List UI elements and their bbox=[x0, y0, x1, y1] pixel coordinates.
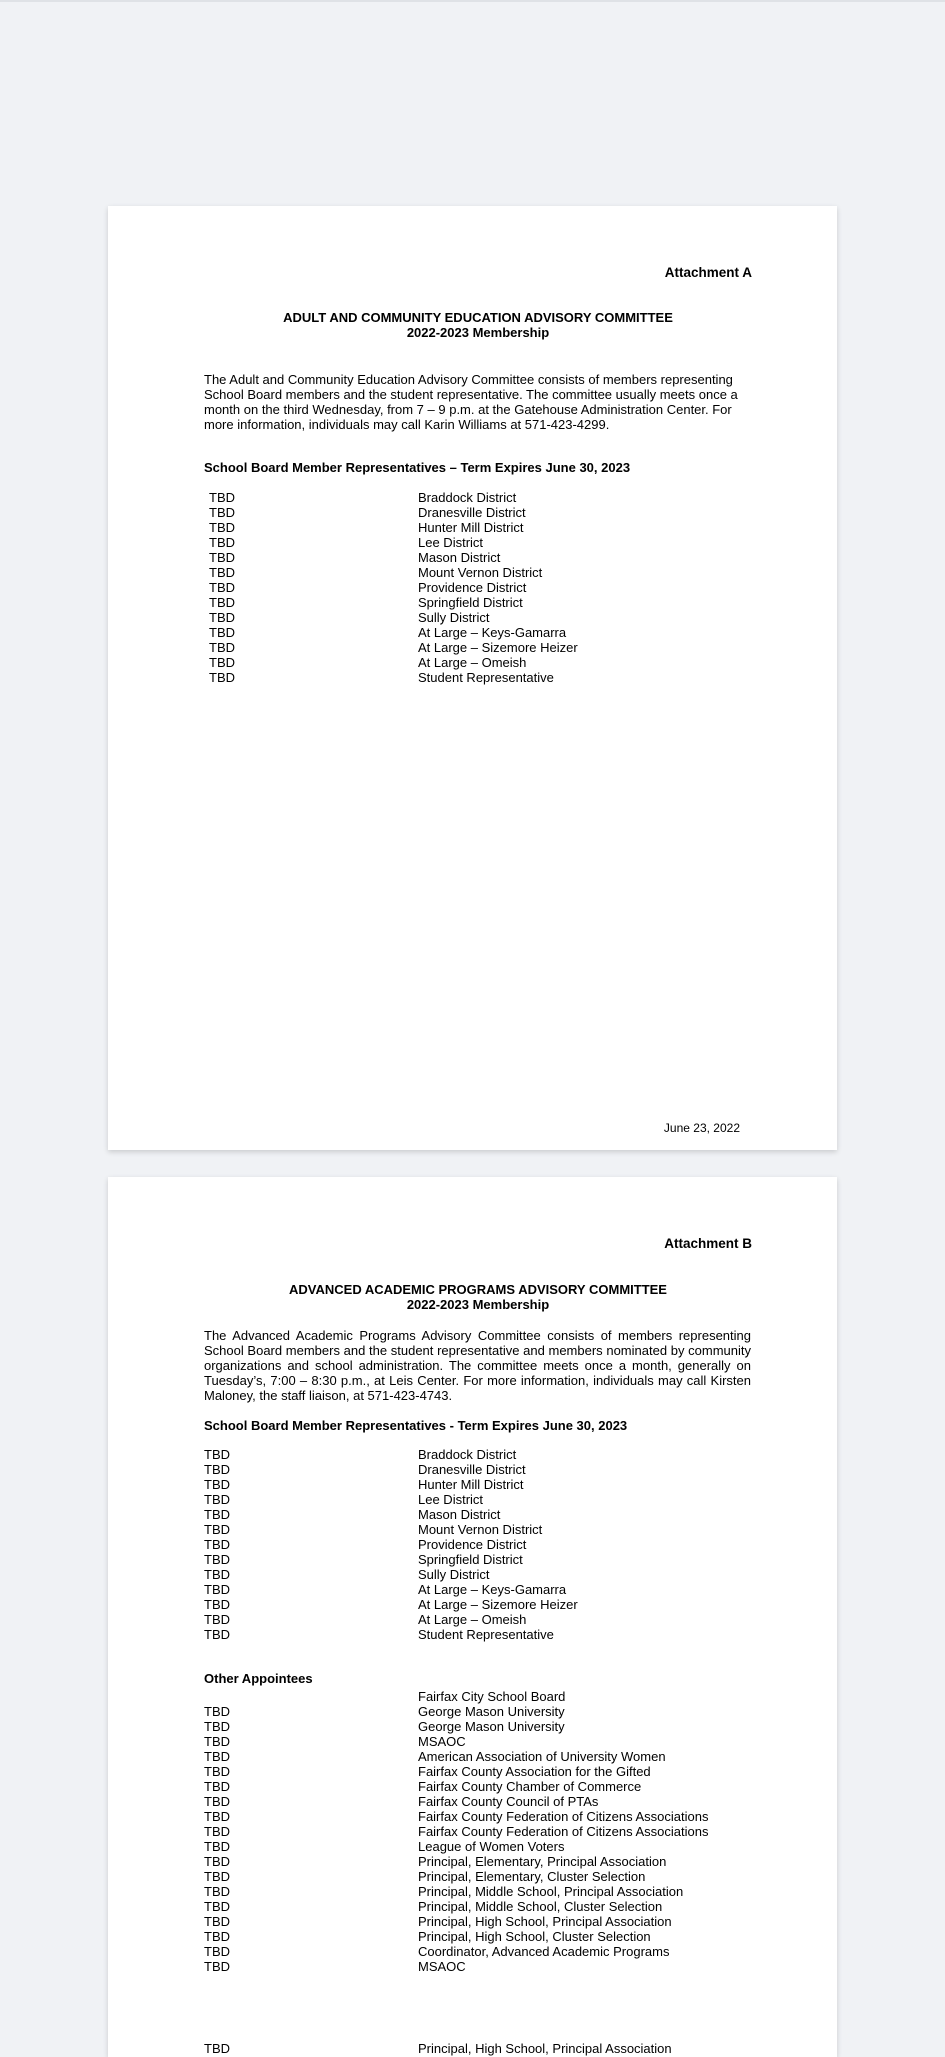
member-name: TBD bbox=[204, 1764, 230, 1779]
member-list bbox=[204, 490, 752, 685]
member-name: TBD bbox=[204, 1749, 230, 1764]
list-row bbox=[204, 1824, 752, 1839]
member-name: TBD bbox=[204, 1944, 230, 1959]
member-name: TBD bbox=[204, 1779, 230, 1794]
committee-title bbox=[204, 310, 752, 340]
member-seat: Principal, Middle School, Cluster Selection bbox=[418, 1899, 663, 1914]
member-seat: League of Women Voters bbox=[418, 1839, 565, 1854]
list-row bbox=[204, 1462, 752, 1477]
list-row bbox=[204, 1477, 752, 1492]
viewer-top-bar bbox=[0, 0, 945, 2]
list-row bbox=[204, 1582, 752, 1597]
member-name: TBD bbox=[204, 1869, 230, 1884]
committee-title bbox=[204, 1282, 752, 1312]
member-name: TBD bbox=[204, 1552, 230, 1567]
member-seat: At Large – Omeish bbox=[418, 1612, 527, 1627]
attachment-label: Attachment A bbox=[664, 265, 752, 280]
member-seat: MSAOC bbox=[418, 1734, 466, 1749]
member-name: TBD bbox=[209, 535, 235, 550]
member-seat: Sully District bbox=[418, 610, 490, 625]
member-name: TBD bbox=[204, 1477, 230, 1492]
list-row bbox=[204, 1899, 752, 1914]
list-row bbox=[204, 1809, 752, 1824]
list-row bbox=[204, 1854, 752, 1869]
list-row bbox=[204, 1597, 752, 1612]
member-seat: Fairfax County Chamber of Commerce bbox=[418, 1779, 642, 1794]
member-seat: Principal, Elementary, Cluster Selection bbox=[418, 1869, 646, 1884]
list-row bbox=[204, 550, 752, 565]
member-name: TBD bbox=[209, 520, 235, 535]
member-name: TBD bbox=[209, 640, 235, 655]
member-name: TBD bbox=[204, 1839, 230, 1854]
member-name: TBD bbox=[209, 670, 235, 685]
member-seat: Springfield District bbox=[418, 1552, 523, 1567]
list-row bbox=[204, 1627, 752, 1642]
member-seat: At Large – Sizemore Heizer bbox=[418, 640, 578, 655]
member-seat: Mason District bbox=[418, 1507, 501, 1522]
member-seat: Fairfax City School Board bbox=[418, 1689, 566, 1704]
member-seat: Principal, High School, Principal Association bbox=[418, 1914, 672, 1929]
list-row bbox=[204, 1552, 752, 1567]
member-name: TBD bbox=[209, 550, 235, 565]
list-row bbox=[204, 505, 752, 520]
member-name: TBD bbox=[204, 1824, 230, 1839]
member-name: TBD bbox=[204, 1704, 230, 1719]
other-appointees-list bbox=[204, 1689, 752, 1974]
member-seat: At Large – Keys-Gamarra bbox=[418, 625, 567, 640]
member-seat: Student Representative bbox=[418, 1627, 554, 1642]
list-row bbox=[204, 655, 752, 670]
member-name: TBD bbox=[204, 1582, 230, 1597]
member-seat: Sully District bbox=[418, 1567, 490, 1582]
list-row bbox=[204, 520, 752, 535]
list-row bbox=[204, 1734, 752, 1749]
list-row bbox=[204, 1537, 752, 1552]
member-name: TBD bbox=[204, 2041, 230, 2056]
member-seat: Mount Vernon District bbox=[418, 1522, 543, 1537]
continued-list bbox=[204, 2041, 752, 2056]
member-name: TBD bbox=[204, 1854, 230, 1869]
list-row bbox=[204, 1794, 752, 1809]
member-name: TBD bbox=[204, 1794, 230, 1809]
member-seat: Fairfax County Association for the Gifted bbox=[418, 1764, 651, 1779]
list-row bbox=[204, 595, 752, 610]
member-seat: MSAOC bbox=[418, 1959, 466, 1974]
member-seat: George Mason University bbox=[418, 1719, 565, 1734]
member-seat: Principal, Elementary, Principal Association bbox=[418, 1854, 667, 1869]
member-name: TBD bbox=[204, 1567, 230, 1582]
list-row bbox=[204, 1612, 752, 1627]
member-name: TBD bbox=[209, 595, 235, 610]
member-name: TBD bbox=[204, 1884, 230, 1899]
member-seat: Student Representative bbox=[418, 670, 554, 685]
list-row bbox=[204, 1869, 752, 1884]
member-seat: Providence District bbox=[418, 580, 527, 595]
member-name: TBD bbox=[204, 1507, 230, 1522]
member-seat: Fairfax County Council of PTAs bbox=[418, 1794, 599, 1809]
committee-title-line2: 2022-2023 Membership bbox=[406, 325, 550, 340]
member-seat: Mason District bbox=[418, 550, 501, 565]
member-seat: Fairfax County Federation of Citizens Associations bbox=[418, 1809, 709, 1824]
member-seat: Fairfax County Federation of Citizens Associations bbox=[418, 1824, 709, 1839]
member-seat: Braddock District bbox=[418, 1447, 517, 1462]
list-row bbox=[204, 1567, 752, 1582]
member-seat: Dranesville District bbox=[418, 1462, 526, 1477]
committee-title-line2: 2022-2023 Membership bbox=[406, 1297, 550, 1312]
list-row bbox=[204, 1749, 752, 1764]
committee-title-line1: ADVANCED ACADEMIC PROGRAMS ADVISORY COMMITTEE bbox=[289, 1282, 667, 1297]
list-row bbox=[204, 1839, 752, 1854]
member-seat: At Large – Keys-Gamarra bbox=[418, 1582, 567, 1597]
member-list bbox=[204, 1447, 752, 1642]
member-name: TBD bbox=[209, 580, 235, 595]
member-seat: Principal, High School, Principal Association bbox=[418, 2041, 672, 2056]
list-row bbox=[204, 670, 752, 685]
member-name: TBD bbox=[209, 655, 235, 670]
member-seat: Mount Vernon District bbox=[418, 565, 543, 580]
member-seat: Lee District bbox=[418, 1492, 484, 1507]
section-heading-other-appointees: Other Appointees bbox=[204, 1671, 313, 1686]
member-name: TBD bbox=[204, 1627, 230, 1642]
document-date: June 23, 2022 bbox=[663, 1121, 740, 1135]
list-row bbox=[204, 565, 752, 580]
list-row bbox=[204, 1914, 752, 1929]
member-name: TBD bbox=[209, 565, 235, 580]
member-name: TBD bbox=[209, 625, 235, 640]
member-name: TBD bbox=[204, 1929, 230, 1944]
member-seat: Springfield District bbox=[418, 595, 523, 610]
member-name: TBD bbox=[204, 1462, 230, 1477]
list-row bbox=[204, 1929, 752, 1944]
member-name: TBD bbox=[204, 1719, 230, 1734]
list-row bbox=[204, 1884, 752, 1899]
list-row bbox=[204, 625, 752, 640]
list-row bbox=[204, 535, 752, 550]
list-row bbox=[204, 580, 752, 595]
member-name: TBD bbox=[209, 505, 235, 520]
member-seat: American Association of University Women bbox=[418, 1749, 666, 1764]
member-seat: George Mason University bbox=[418, 1704, 565, 1719]
section-heading-school-board: School Board Member Representatives - Term Expires June 30, 2023 bbox=[204, 1418, 628, 1433]
member-name: TBD bbox=[204, 1734, 230, 1749]
list-row bbox=[204, 1447, 752, 1462]
list-row bbox=[204, 640, 752, 655]
member-seat: Dranesville District bbox=[418, 505, 526, 520]
committee-title-line1: ADULT AND COMMUNITY EDUCATION ADVISORY COMMITTEE bbox=[283, 310, 673, 325]
list-row bbox=[204, 2041, 752, 2056]
member-name: TBD bbox=[204, 1914, 230, 1929]
list-row bbox=[204, 1944, 752, 1959]
member-name: TBD bbox=[204, 1447, 230, 1462]
list-row bbox=[204, 1779, 752, 1794]
member-name: TBD bbox=[204, 1522, 230, 1537]
list-row bbox=[204, 1689, 752, 1704]
member-seat: Hunter Mill District bbox=[418, 520, 524, 535]
list-row bbox=[204, 1522, 752, 1537]
member-seat: Lee District bbox=[418, 535, 484, 550]
member-seat: Providence District bbox=[418, 1537, 527, 1552]
committee-intro-paragraph: The Adult and Community Education Advisory Committee consists of members representing School Board members and the student representative. The committee usually meets once a month on the third Wednesday, from 7 – 9 p.m. at the Gatehouse Administration Center. For more information, individuals may call Karin Williams at 571-423-4299. bbox=[204, 372, 738, 432]
member-name: TBD bbox=[204, 1899, 230, 1914]
document-page-1 bbox=[108, 206, 837, 1150]
member-seat: Principal, Middle School, Principal Association bbox=[418, 1884, 684, 1899]
list-row bbox=[204, 1507, 752, 1522]
member-seat: Coordinator, Advanced Academic Programs bbox=[418, 1944, 670, 1959]
member-seat: Braddock District bbox=[418, 490, 517, 505]
member-seat: At Large – Sizemore Heizer bbox=[418, 1597, 578, 1612]
list-row bbox=[204, 1959, 752, 1974]
list-row bbox=[204, 1719, 752, 1734]
document-page-2 bbox=[108, 1177, 837, 2057]
attachment-label: Attachment B bbox=[664, 1236, 752, 1251]
member-name: TBD bbox=[204, 1612, 230, 1627]
member-name: TBD bbox=[204, 1537, 230, 1552]
committee-intro-paragraph: The Advanced Academic Programs Advisory Committee consists of members representing School Board members and the student representative and members nominated by community organizations and school administration. The committee meets once a month, generally on Tuesday’s, 7:00 – 8:30 p.m., at Leis Center. For more information, individuals may call Kirsten Maloney, the staff liaison, at 571-423-4743. bbox=[204, 1328, 751, 1403]
member-name: TBD bbox=[209, 490, 235, 505]
member-seat: Hunter Mill District bbox=[418, 1477, 524, 1492]
list-row bbox=[204, 490, 752, 505]
member-seat: At Large – Omeish bbox=[418, 655, 527, 670]
section-heading-school-board: School Board Member Representatives – Term Expires June 30, 2023 bbox=[204, 460, 631, 475]
list-row bbox=[204, 1704, 752, 1719]
member-name: TBD bbox=[204, 1492, 230, 1507]
member-name: TBD bbox=[204, 1959, 230, 1974]
list-row bbox=[204, 1492, 752, 1507]
list-row bbox=[204, 610, 752, 625]
list-row bbox=[204, 1764, 752, 1779]
member-name: TBD bbox=[204, 1809, 230, 1824]
member-name: TBD bbox=[209, 610, 235, 625]
member-seat: Principal, High School, Cluster Selection bbox=[418, 1929, 651, 1944]
member-name: TBD bbox=[204, 1597, 230, 1612]
